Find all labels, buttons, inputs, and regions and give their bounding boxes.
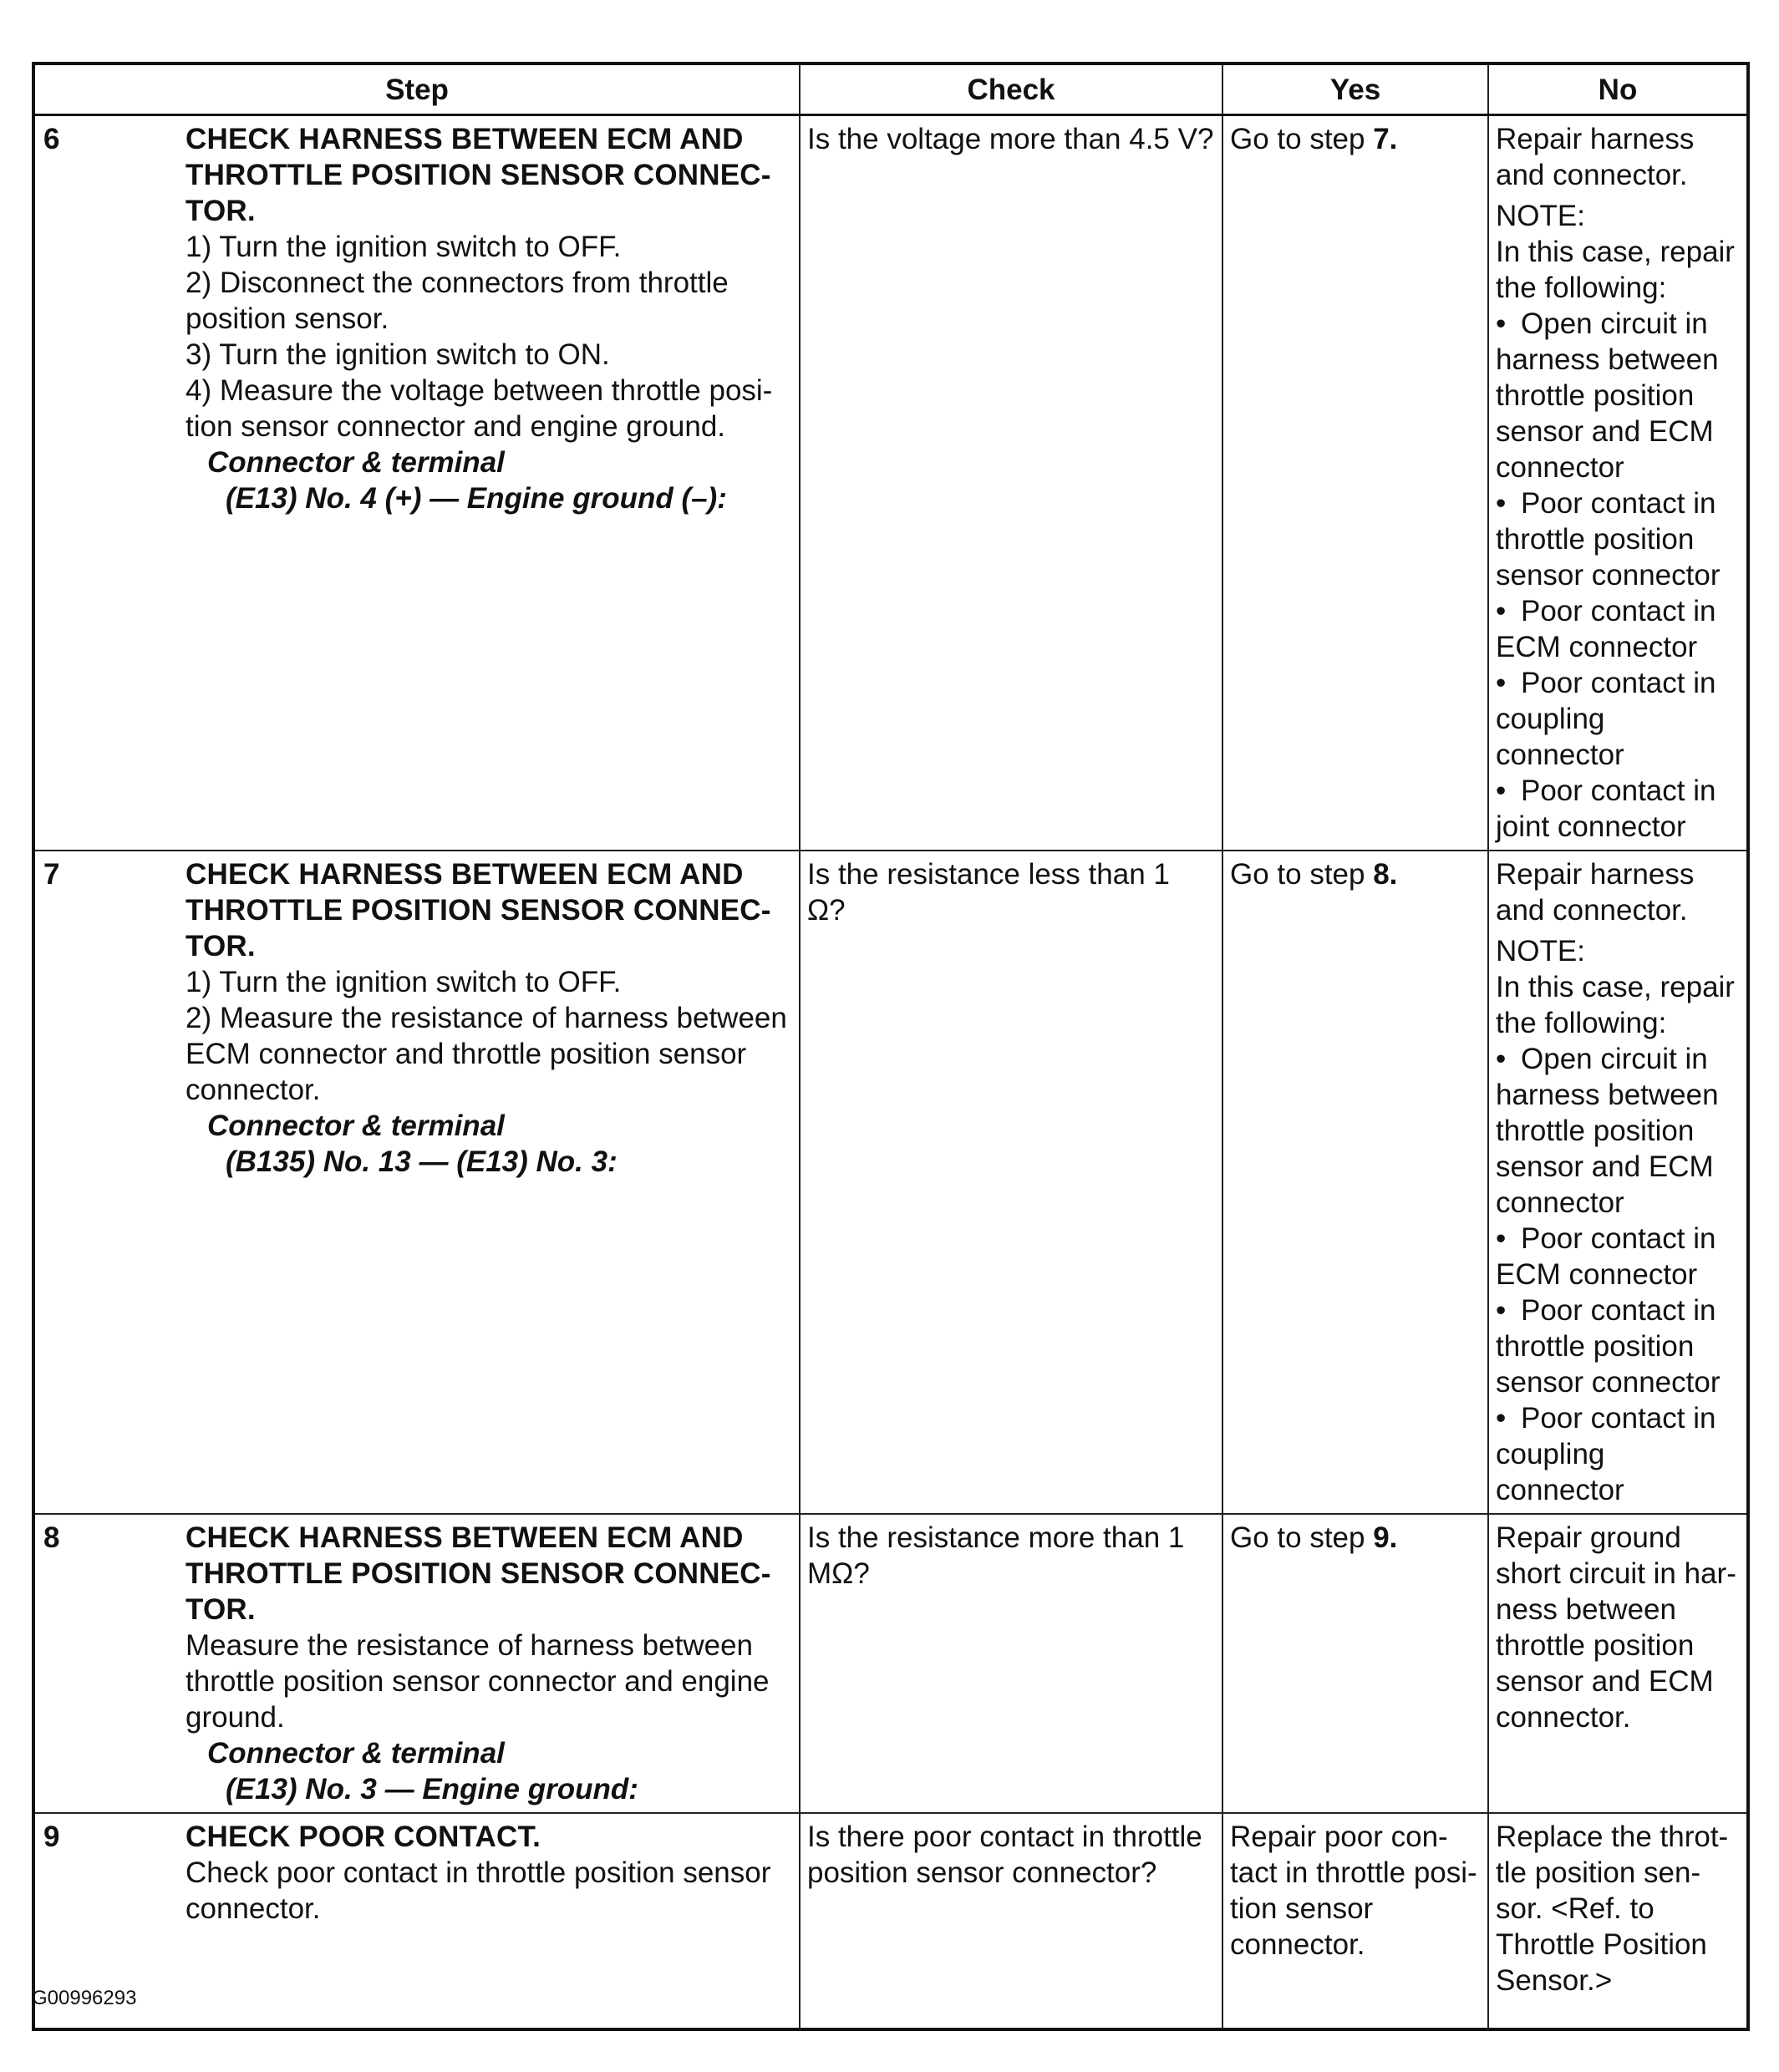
step-instruction: Check poor contact in throttle position sensor connector. [186, 1856, 771, 1925]
note-intro: In this case, repair the following: [1496, 236, 1735, 304]
step-instruction: 1) Turn the ignition switch to OFF. [186, 231, 622, 263]
step-cell [33, 1514, 800, 1813]
yes-cell [1222, 851, 1488, 1514]
note-heading: NOTE: [1496, 935, 1585, 967]
check-cell: Is there poor contact in throttle position sensor connector? [800, 1813, 1222, 2029]
check-cell: Is the resistance less than 1 Ω? [800, 851, 1222, 1514]
step-title: CHECK HARNESS BETWEEN ECM AND THROTTLE POSITION SENSOR CONNEC-TOR. [186, 123, 771, 227]
no-cell [1488, 851, 1748, 1514]
yes-cell [1222, 1514, 1488, 1813]
note-intro: In this case, repair the following: [1496, 971, 1735, 1039]
bullet-icon: • [1496, 595, 1507, 627]
list-item: • Open circuit in harness between throttle position sensor and ECM connector [1496, 307, 1719, 484]
column-header-no: No [1488, 63, 1748, 115]
step-number: 6 [43, 123, 60, 155]
no-action: Repair harness and connector. [1496, 858, 1695, 927]
column-header-yes: Yes [1222, 63, 1488, 115]
note-heading: NOTE: [1496, 200, 1585, 232]
yes-step-link: 7. [1373, 123, 1398, 155]
step-number: 7 [43, 858, 60, 891]
list-item: • Poor contact in ECM connector [1496, 1222, 1716, 1291]
step-cell [33, 851, 800, 1514]
yes-step-link: 8. [1373, 858, 1398, 891]
figure-code: G00996293 [32, 1987, 137, 2009]
yes-prefix: Go to step [1230, 858, 1374, 891]
connector-terminal-value: (B135) No. 13 — (E13) No. 3: [226, 1145, 618, 1178]
list-item: • Poor contact in joint connector [1496, 774, 1716, 843]
bullet-icon: • [1496, 667, 1507, 699]
bullet-icon: • [1496, 1043, 1507, 1075]
table-header-row [33, 63, 1748, 115]
connector-terminal-label: Connector & terminal [207, 1110, 505, 1142]
step-instruction: 2) Measure the resistance of harness between ECM connector and throttle position sensor connector. [186, 1002, 787, 1106]
table-row [33, 1813, 1748, 2029]
step-title: CHECK HARNESS BETWEEN ECM AND THROTTLE POSITION SENSOR CONNEC-TOR. [186, 858, 771, 962]
bullet-icon: • [1496, 1402, 1507, 1435]
step-instruction: 4) Measure the voltage between throttle posi-tion sensor connector and engine ground. [186, 374, 773, 443]
step-instruction: 1) Turn the ignition switch to OFF. [186, 966, 622, 998]
check-cell: Is the resistance more than 1 MΩ? [800, 1514, 1222, 1813]
step-number: 8 [43, 1521, 60, 1554]
step-cell [33, 115, 800, 851]
step-cell [33, 1813, 800, 2029]
list-item: • Poor contact in coupling connector [1496, 1402, 1716, 1506]
connector-terminal-label: Connector & terminal [207, 1737, 505, 1770]
step-instruction: 2) Disconnect the connectors from throttle position sensor. [186, 267, 729, 335]
yes-cell: Repair poor con-tact in throttle posi-tion sensor connector. [1222, 1813, 1488, 2029]
column-header-step: Step [33, 63, 800, 115]
connector-terminal-value: (E13) No. 4 (+) — Engine ground (–): [226, 482, 727, 515]
step-instruction: 3) Turn the ignition switch to ON. [186, 338, 610, 371]
no-action: Repair harness and connector. [1496, 123, 1695, 191]
step-number: 9 [43, 1821, 60, 1853]
list-item: • Poor contact in throttle position sensor connector [1496, 487, 1721, 592]
step-title: CHECK POOR CONTACT. [186, 1821, 541, 1853]
bullet-icon: • [1496, 1222, 1507, 1255]
no-cell: Repair ground short circuit in har-ness between throttle position sensor and ECM connector. [1488, 1514, 1748, 1813]
connector-terminal-value: (E13) No. 3 — Engine ground: [226, 1773, 638, 1805]
list-item: • Open circuit in harness between throttle position sensor and ECM connector [1496, 1043, 1719, 1219]
connector-terminal-label: Connector & terminal [207, 446, 505, 479]
yes-cell [1222, 115, 1488, 851]
bullet-icon: • [1496, 487, 1507, 520]
table-row [33, 1514, 1748, 1813]
column-header-check: Check [800, 63, 1222, 115]
table-row [33, 115, 1748, 851]
bullet-icon: • [1496, 1294, 1507, 1327]
check-cell: Is the voltage more than 4.5 V? [800, 115, 1222, 851]
step-instruction: Measure the resistance of harness between throttle position sensor connector and engine ground. [186, 1629, 770, 1734]
list-item: • Poor contact in ECM connector [1496, 595, 1716, 663]
table-row [33, 851, 1748, 1514]
list-item: • Poor contact in throttle position sensor connector [1496, 1294, 1721, 1399]
yes-prefix: Go to step [1230, 123, 1374, 155]
bullet-icon: • [1496, 774, 1507, 807]
no-cell [1488, 115, 1748, 851]
list-item: • Poor contact in coupling connector [1496, 667, 1716, 771]
yes-prefix: Go to step [1230, 1521, 1374, 1554]
step-title: CHECK HARNESS BETWEEN ECM AND THROTTLE POSITION SENSOR CONNEC-TOR. [186, 1521, 771, 1626]
diagnostic-table [32, 62, 1750, 2031]
yes-step-link: 9. [1373, 1521, 1398, 1554]
bullet-icon: • [1496, 307, 1507, 340]
no-cell: Replace the throt-tle position sen-sor. <Ref. to Throttle Position Sensor.> [1488, 1813, 1748, 2029]
